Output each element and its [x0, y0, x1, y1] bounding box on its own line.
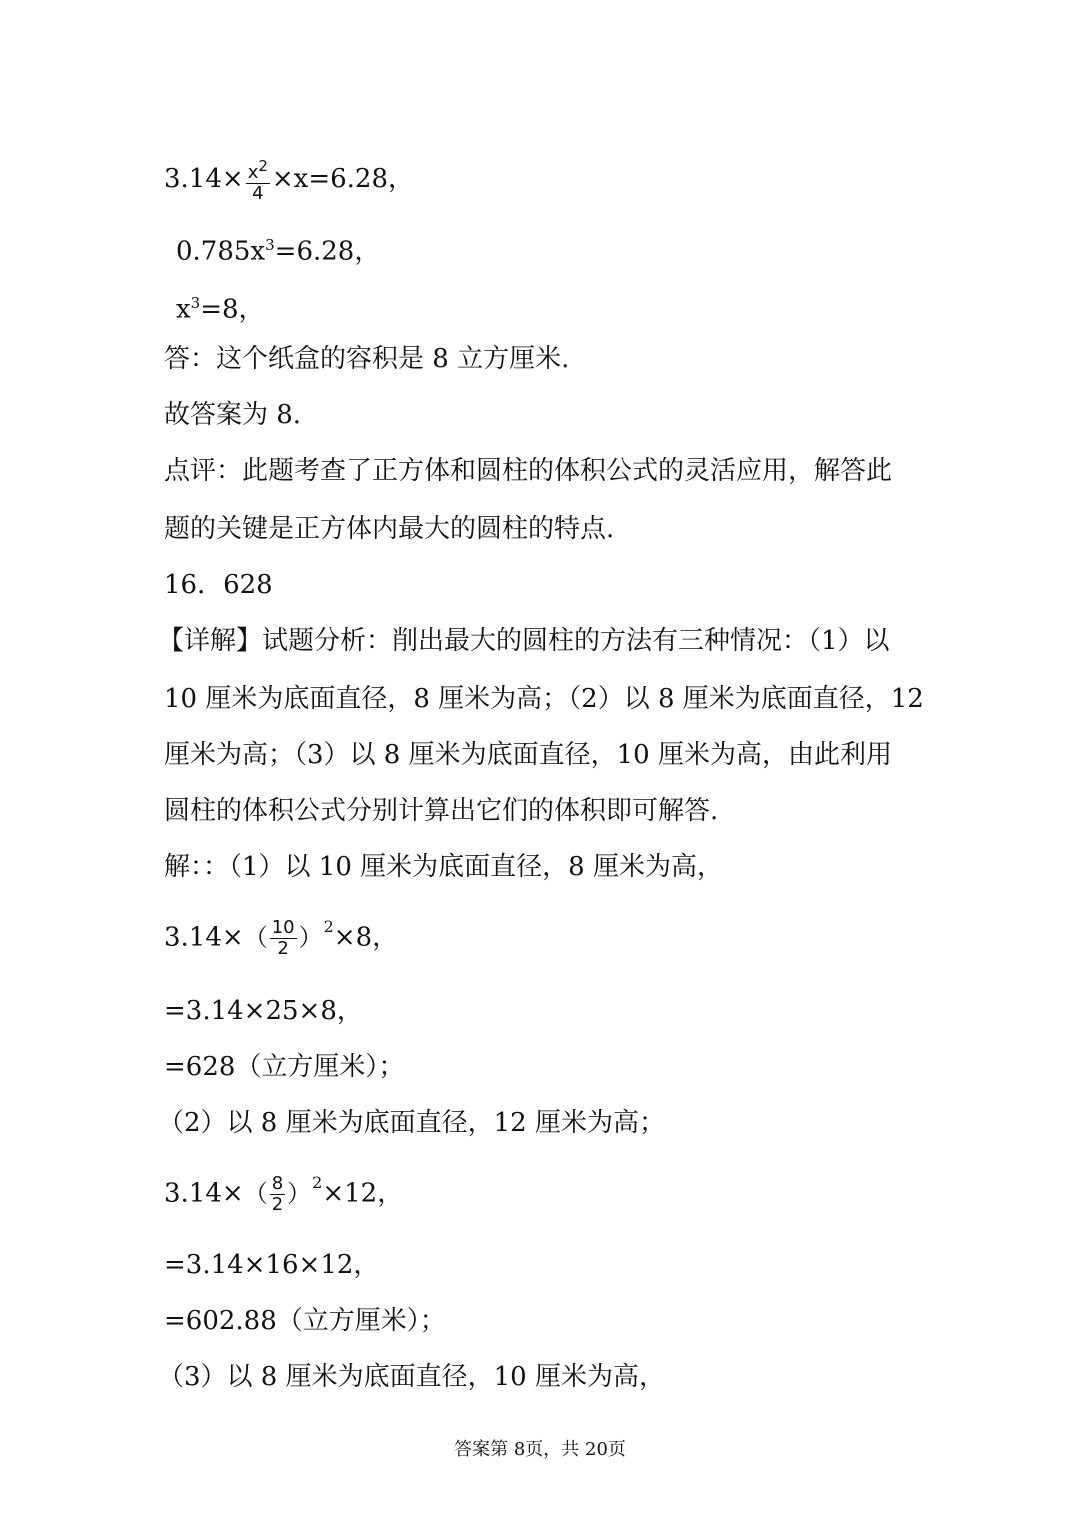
detail-line-1: 【详解】试题分析：削出最大的圆柱的方法有三种情况：（1）以	[158, 626, 890, 656]
left-paren: （	[243, 1179, 268, 1208]
exponent: 2	[312, 1172, 323, 1192]
page-footer: 答案第 8页，共 20页	[454, 1439, 626, 1460]
comment-line-2: 题的关键是正方体内最大的圆柱的特点.	[164, 514, 615, 544]
answer-conclusion: 故答案为 8.	[164, 400, 302, 430]
exponent: 3	[190, 294, 201, 312]
fraction-numerator: 10	[271, 917, 295, 938]
formula-text: =6.28，	[274, 236, 381, 267]
detail-line-4: 圆柱的体积公式分别计算出它们的体积即可解答.	[164, 796, 719, 826]
formula-text: ×12，	[322, 1178, 404, 1209]
answer-statement: 答：这个纸盒的容积是 8 立方厘米.	[164, 344, 570, 374]
calc-step: =3.14×25×8，	[164, 996, 363, 1026]
case-3-heading: （3）以 8 厘米为底面直径，10 厘米为高，	[158, 1362, 665, 1392]
formula-line-1	[164, 156, 414, 204]
formula-text: =8，	[200, 294, 265, 325]
numerator-text: x	[247, 162, 259, 183]
fraction-denominator: 2	[271, 1194, 284, 1215]
exponent: 2	[323, 916, 334, 936]
calc-step: =3.14×16×12，	[164, 1250, 380, 1280]
formula-text: 3.14×	[164, 1178, 244, 1209]
fraction	[270, 918, 297, 959]
question-number: 16．628	[164, 570, 273, 600]
right-paren: ）	[298, 923, 323, 952]
left-paren: （	[243, 923, 268, 952]
calc-result: =602.88（立方厘米）；	[164, 1306, 446, 1336]
fraction-numerator	[246, 156, 270, 184]
detail-line-2: 10 厘米为底面直径，8 厘米为高；（2）以 8 厘米为底面直径，12	[164, 684, 924, 714]
fraction	[270, 1174, 285, 1215]
formula-text: 3.14×	[164, 922, 244, 953]
numerator-exponent: 2	[258, 157, 268, 175]
formula-text: 0.785x	[176, 236, 266, 267]
fraction-denominator: 2	[277, 938, 289, 959]
calc-result: =628（立方厘米）；	[164, 1052, 405, 1082]
formula-text: ×8，	[333, 922, 399, 953]
formula-text: 3.14×	[164, 164, 244, 194]
right-paren: ）	[287, 1179, 312, 1208]
formula-line-case2	[164, 1174, 403, 1215]
detail-line-3: 厘米为高；（3）以 8 厘米为底面直径，10 厘米为高，由此利用	[164, 740, 892, 770]
formula-line-2	[176, 228, 380, 269]
fraction-denominator: 4	[252, 183, 264, 204]
case-2-heading: （2）以 8 厘米为底面直径，12 厘米为高；	[158, 1108, 665, 1138]
formula-line-case1	[164, 918, 398, 959]
comment-line-1: 点评：此题考查了正方体和圆柱的体积公式的灵活应用，解答此	[164, 456, 893, 486]
solution-intro: 解：：（1）以 10 厘米为底面直径，8 厘米为高，	[164, 852, 723, 882]
formula-text: ×x=6.28，	[271, 164, 415, 194]
exponent: 3	[265, 236, 275, 254]
fraction-numerator: 8	[271, 1173, 284, 1194]
formula-line-3	[176, 286, 265, 327]
formula-text: x	[176, 294, 191, 325]
fraction	[246, 156, 270, 204]
